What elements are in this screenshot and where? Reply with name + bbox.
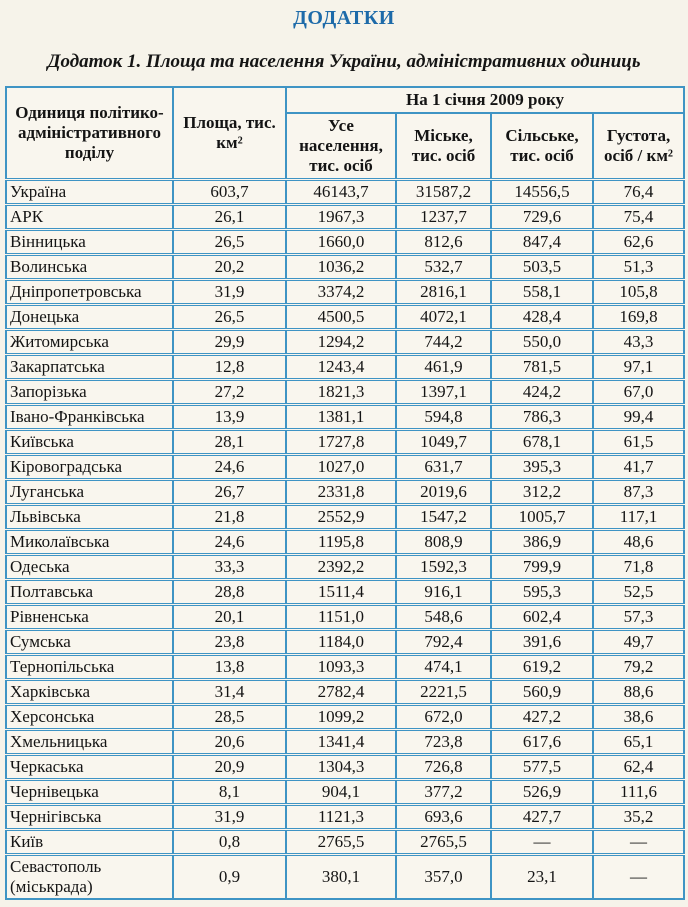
value-cell: 1099,2 bbox=[286, 705, 396, 730]
region-name-cell: Полтавська bbox=[6, 580, 173, 605]
value-cell: — bbox=[593, 855, 684, 900]
value-cell: 26,1 bbox=[173, 205, 286, 230]
value-cell: 33,3 bbox=[173, 555, 286, 580]
value-cell: 726,8 bbox=[396, 755, 491, 780]
value-cell: 23,8 bbox=[173, 630, 286, 655]
page bbox=[0, 7, 688, 900]
value-cell: 169,8 bbox=[593, 305, 684, 330]
value-cell: 27,2 bbox=[173, 380, 286, 405]
table-row bbox=[6, 830, 684, 855]
value-cell: 117,1 bbox=[593, 505, 684, 530]
value-cell: 693,6 bbox=[396, 805, 491, 830]
value-cell: 526,9 bbox=[491, 780, 593, 805]
value-cell: 1511,4 bbox=[286, 580, 396, 605]
value-cell: 31587,2 bbox=[396, 180, 491, 205]
region-name-cell: Житомирська bbox=[6, 330, 173, 355]
region-name-cell: АРК bbox=[6, 205, 173, 230]
value-cell: 461,9 bbox=[396, 355, 491, 380]
value-cell: 2019,6 bbox=[396, 480, 491, 505]
region-name-cell: Рівненська bbox=[6, 605, 173, 630]
value-cell: 631,7 bbox=[396, 455, 491, 480]
table-row bbox=[6, 805, 684, 830]
value-cell: 20,2 bbox=[173, 255, 286, 280]
table-row bbox=[6, 380, 684, 405]
value-cell: 808,9 bbox=[396, 530, 491, 555]
value-cell: 12,8 bbox=[173, 355, 286, 380]
value-cell: 8,1 bbox=[173, 780, 286, 805]
value-cell: 424,2 bbox=[491, 380, 593, 405]
value-cell: 1049,7 bbox=[396, 430, 491, 455]
value-cell: 0,8 bbox=[173, 830, 286, 855]
value-cell: 87,3 bbox=[593, 480, 684, 505]
table-row bbox=[6, 430, 684, 455]
value-cell: 781,5 bbox=[491, 355, 593, 380]
value-cell: 48,6 bbox=[593, 530, 684, 555]
region-name-cell: Київська bbox=[6, 430, 173, 455]
value-cell: 2782,4 bbox=[286, 680, 396, 705]
table-row bbox=[6, 530, 684, 555]
value-cell: 51,3 bbox=[593, 255, 684, 280]
value-cell: 99,4 bbox=[593, 405, 684, 430]
value-cell: 1121,3 bbox=[286, 805, 396, 830]
value-cell: 62,4 bbox=[593, 755, 684, 780]
value-cell: 427,7 bbox=[491, 805, 593, 830]
value-cell: 13,9 bbox=[173, 405, 286, 430]
table-row bbox=[6, 280, 684, 305]
table-row bbox=[6, 855, 684, 900]
header-rural: Сільське, тис. осіб bbox=[491, 113, 593, 180]
value-cell: 672,0 bbox=[396, 705, 491, 730]
value-cell: 1243,4 bbox=[286, 355, 396, 380]
value-cell: 24,6 bbox=[173, 455, 286, 480]
region-name-cell: Тернопільська bbox=[6, 655, 173, 680]
value-cell: 391,6 bbox=[491, 630, 593, 655]
table-row bbox=[6, 405, 684, 430]
value-cell: 904,1 bbox=[286, 780, 396, 805]
value-cell: 38,6 bbox=[593, 705, 684, 730]
table-row bbox=[6, 605, 684, 630]
value-cell: 57,3 bbox=[593, 605, 684, 630]
value-cell: 377,2 bbox=[396, 780, 491, 805]
value-cell: 21,8 bbox=[173, 505, 286, 530]
value-cell: 428,4 bbox=[491, 305, 593, 330]
value-cell: 24,6 bbox=[173, 530, 286, 555]
region-name-cell: Хмельницька bbox=[6, 730, 173, 755]
value-cell: 14556,5 bbox=[491, 180, 593, 205]
value-cell: 35,2 bbox=[593, 805, 684, 830]
value-cell: 4072,1 bbox=[396, 305, 491, 330]
table-body bbox=[6, 180, 684, 900]
value-cell: 31,9 bbox=[173, 805, 286, 830]
region-name-cell: Донецька bbox=[6, 305, 173, 330]
value-cell: 28,5 bbox=[173, 705, 286, 730]
value-cell: 619,2 bbox=[491, 655, 593, 680]
header-area: Площа, тис. км² bbox=[173, 87, 286, 180]
table-row bbox=[6, 630, 684, 655]
value-cell: 1184,0 bbox=[286, 630, 396, 655]
value-cell: 1294,2 bbox=[286, 330, 396, 355]
value-cell: 847,4 bbox=[491, 230, 593, 255]
value-cell: 43,3 bbox=[593, 330, 684, 355]
value-cell: 2221,5 bbox=[396, 680, 491, 705]
value-cell: 595,3 bbox=[491, 580, 593, 605]
value-cell: 594,8 bbox=[396, 405, 491, 430]
value-cell: 20,9 bbox=[173, 755, 286, 780]
region-name-cell: Миколаївська bbox=[6, 530, 173, 555]
region-name-cell: Україна bbox=[6, 180, 173, 205]
value-cell: 111,6 bbox=[593, 780, 684, 805]
region-name-cell: Чернівецька bbox=[6, 780, 173, 805]
value-cell: 46143,7 bbox=[286, 180, 396, 205]
region-name-cell: Сумська bbox=[6, 630, 173, 655]
value-cell: 602,4 bbox=[491, 605, 593, 630]
table-row bbox=[6, 655, 684, 680]
value-cell: 23,1 bbox=[491, 855, 593, 900]
value-cell: 786,3 bbox=[491, 405, 593, 430]
region-name-cell: Харківська bbox=[6, 680, 173, 705]
table-row bbox=[6, 330, 684, 355]
value-cell: 67,0 bbox=[593, 380, 684, 405]
region-name-cell: Волинська bbox=[6, 255, 173, 280]
header-total-population: Усе населення, тис. осіб bbox=[286, 113, 396, 180]
value-cell: 1821,3 bbox=[286, 380, 396, 405]
value-cell: 1967,3 bbox=[286, 205, 396, 230]
value-cell: 799,9 bbox=[491, 555, 593, 580]
value-cell: 1304,3 bbox=[286, 755, 396, 780]
table-row bbox=[6, 755, 684, 780]
value-cell: 1727,8 bbox=[286, 430, 396, 455]
header-row-group bbox=[6, 87, 684, 113]
region-name-cell: Київ bbox=[6, 830, 173, 855]
value-cell: 1195,8 bbox=[286, 530, 396, 555]
value-cell: 26,7 bbox=[173, 480, 286, 505]
value-cell: 1592,3 bbox=[396, 555, 491, 580]
table-row bbox=[6, 255, 684, 280]
value-cell: 558,1 bbox=[491, 280, 593, 305]
region-name-cell: Дніпропетровська bbox=[6, 280, 173, 305]
value-cell: 1397,1 bbox=[396, 380, 491, 405]
value-cell: 97,1 bbox=[593, 355, 684, 380]
value-cell: 4500,5 bbox=[286, 305, 396, 330]
table-row bbox=[6, 580, 684, 605]
value-cell: 2816,1 bbox=[396, 280, 491, 305]
value-cell: 723,8 bbox=[396, 730, 491, 755]
value-cell: 31,9 bbox=[173, 280, 286, 305]
region-name-cell: Херсонська bbox=[6, 705, 173, 730]
value-cell: 427,2 bbox=[491, 705, 593, 730]
table-header bbox=[6, 87, 684, 180]
value-cell: 3374,2 bbox=[286, 280, 396, 305]
region-name-cell: Луганська bbox=[6, 480, 173, 505]
value-cell: 560,9 bbox=[491, 680, 593, 705]
value-cell: 2765,5 bbox=[396, 830, 491, 855]
value-cell: 548,6 bbox=[396, 605, 491, 630]
value-cell: 62,6 bbox=[593, 230, 684, 255]
header-date-group: На 1 січня 2009 року bbox=[286, 87, 684, 113]
table-row bbox=[6, 305, 684, 330]
header-density: Густота, осіб / км² bbox=[593, 113, 684, 180]
value-cell: 617,6 bbox=[491, 730, 593, 755]
value-cell: 1151,0 bbox=[286, 605, 396, 630]
value-cell: 744,2 bbox=[396, 330, 491, 355]
appendix-subtitle: Додаток 1. Площа та населення України, адміністративних одиниць bbox=[47, 51, 641, 72]
value-cell: 2331,8 bbox=[286, 480, 396, 505]
value-cell: 1341,4 bbox=[286, 730, 396, 755]
value-cell: 26,5 bbox=[173, 230, 286, 255]
value-cell: 76,4 bbox=[593, 180, 684, 205]
value-cell: 1027,0 bbox=[286, 455, 396, 480]
value-cell: 1547,2 bbox=[396, 505, 491, 530]
area-population-table bbox=[5, 86, 685, 900]
header-unit: Одиниця політико-адміністративного поділу bbox=[6, 87, 173, 180]
value-cell: — bbox=[593, 830, 684, 855]
value-cell: 49,7 bbox=[593, 630, 684, 655]
value-cell: 1036,2 bbox=[286, 255, 396, 280]
value-cell: 105,8 bbox=[593, 280, 684, 305]
value-cell: 41,7 bbox=[593, 455, 684, 480]
region-name-cell: Кіровоградська bbox=[6, 455, 173, 480]
value-cell: 88,6 bbox=[593, 680, 684, 705]
region-name-cell: Чернігівська bbox=[6, 805, 173, 830]
region-name-cell: Запорізька bbox=[6, 380, 173, 405]
value-cell: 729,6 bbox=[491, 205, 593, 230]
region-name-cell: Одеська bbox=[6, 555, 173, 580]
region-name-cell: Львівська bbox=[6, 505, 173, 530]
value-cell: 29,9 bbox=[173, 330, 286, 355]
table-row bbox=[6, 180, 684, 205]
table-row bbox=[6, 480, 684, 505]
value-cell: 1005,7 bbox=[491, 505, 593, 530]
value-cell: 0,9 bbox=[173, 855, 286, 900]
table-row bbox=[6, 555, 684, 580]
value-cell: 2765,5 bbox=[286, 830, 396, 855]
value-cell: 71,8 bbox=[593, 555, 684, 580]
value-cell: 916,1 bbox=[396, 580, 491, 605]
table-row bbox=[6, 230, 684, 255]
table-row bbox=[6, 680, 684, 705]
table-row bbox=[6, 355, 684, 380]
region-name-cell: Черкаська bbox=[6, 755, 173, 780]
value-cell: 532,7 bbox=[396, 255, 491, 280]
value-cell: 28,1 bbox=[173, 430, 286, 455]
value-cell: 75,4 bbox=[593, 205, 684, 230]
value-cell: 550,0 bbox=[491, 330, 593, 355]
value-cell: 812,6 bbox=[396, 230, 491, 255]
value-cell: 678,1 bbox=[491, 430, 593, 455]
value-cell: 503,5 bbox=[491, 255, 593, 280]
table-row bbox=[6, 505, 684, 530]
value-cell: 28,8 bbox=[173, 580, 286, 605]
table-row bbox=[6, 730, 684, 755]
value-cell: 13,8 bbox=[173, 655, 286, 680]
value-cell: 65,1 bbox=[593, 730, 684, 755]
region-name-cell: Севастополь (міськрада) bbox=[6, 855, 173, 900]
value-cell: 52,5 bbox=[593, 580, 684, 605]
value-cell: 1093,3 bbox=[286, 655, 396, 680]
value-cell: 474,1 bbox=[396, 655, 491, 680]
table-row bbox=[6, 455, 684, 480]
value-cell: 603,7 bbox=[173, 180, 286, 205]
region-name-cell: Вінницька bbox=[6, 230, 173, 255]
table-row bbox=[6, 705, 684, 730]
value-cell: 2552,9 bbox=[286, 505, 396, 530]
value-cell: 577,5 bbox=[491, 755, 593, 780]
value-cell: 380,1 bbox=[286, 855, 396, 900]
header-urban: Міське, тис. осіб bbox=[396, 113, 491, 180]
table-row bbox=[6, 780, 684, 805]
value-cell: 312,2 bbox=[491, 480, 593, 505]
value-cell: 386,9 bbox=[491, 530, 593, 555]
value-cell: 792,4 bbox=[396, 630, 491, 655]
value-cell: 1660,0 bbox=[286, 230, 396, 255]
value-cell: 61,5 bbox=[593, 430, 684, 455]
value-cell: 20,1 bbox=[173, 605, 286, 630]
region-name-cell: Закарпатська bbox=[6, 355, 173, 380]
value-cell: 26,5 bbox=[173, 305, 286, 330]
value-cell: 31,4 bbox=[173, 680, 286, 705]
value-cell: 2392,2 bbox=[286, 555, 396, 580]
value-cell: 1381,1 bbox=[286, 405, 396, 430]
value-cell: 20,6 bbox=[173, 730, 286, 755]
value-cell: 357,0 bbox=[396, 855, 491, 900]
page-title: ДОДАТКИ bbox=[293, 7, 395, 29]
region-name-cell: Івано-Франківська bbox=[6, 405, 173, 430]
value-cell: 79,2 bbox=[593, 655, 684, 680]
value-cell: 1237,7 bbox=[396, 205, 491, 230]
value-cell: — bbox=[491, 830, 593, 855]
table-row bbox=[6, 205, 684, 230]
value-cell: 395,3 bbox=[491, 455, 593, 480]
